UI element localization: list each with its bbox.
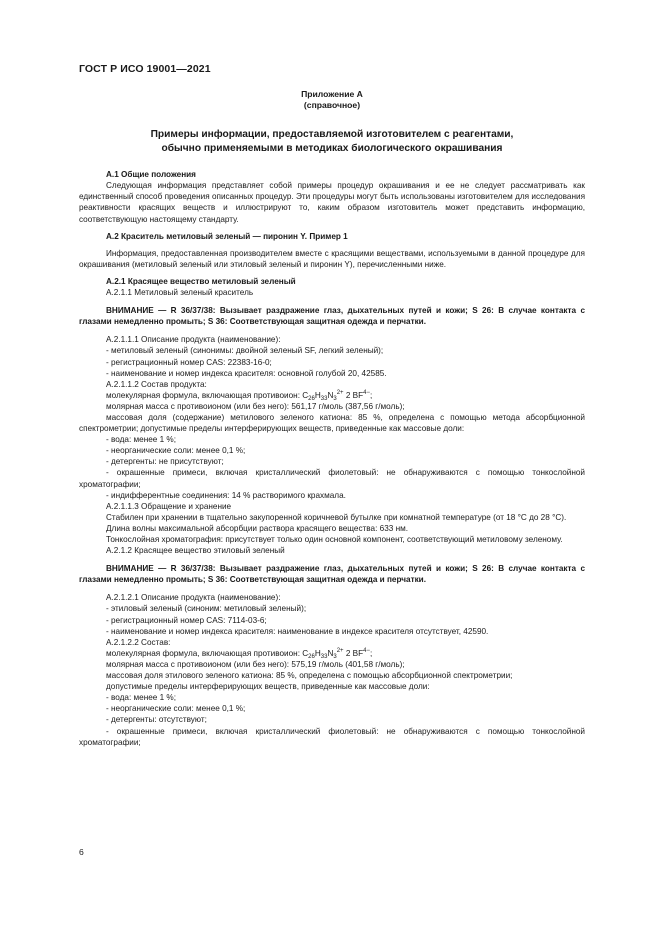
a2111-item-name: - метиловый зеленый (синонимы: двойной зеленый SF, легкий зеленый); [106, 346, 384, 356]
a2112-salts: - неорганические соли: менее 0,1 %; [106, 446, 246, 456]
formula-end: ; [369, 390, 373, 400]
formula-sub: 3 [333, 653, 337, 660]
a2121-item-index: - наименование и номер индекса красителя: наименование в индексе красителя отсутствует, 42590. [106, 626, 489, 636]
a2112-detergents: - детергенты: не присутствуют; [106, 457, 224, 467]
a2112-heading: А.2.1.1.2 Состав продукта: [106, 379, 207, 389]
a2122-salts: - неорганические соли: менее 0,1 %; [106, 704, 246, 714]
formula-sup: 2+ [336, 389, 344, 396]
a2122-heading: А.2.1.2.2 Состав: [106, 637, 171, 647]
formula-sup: 4− [363, 389, 370, 396]
section-a1-heading: А.1 Общие положения [106, 170, 196, 180]
formula-sup: 2+ [336, 647, 344, 654]
section-a2-heading: А.2 Краситель метиловый зеленый — пиронин Y. Пример 1 [106, 231, 348, 241]
annex-heading [79, 128, 585, 155]
formula-prefix: молекулярная формула, включающая противоион: C [106, 390, 309, 400]
a2112-water: - вода: менее 1 %; [106, 435, 176, 445]
formula-end: ; [369, 648, 373, 658]
formula-sub: 26 [308, 653, 315, 660]
a2122-mass: молярная масса с противоионом (или без него): 575,19 г/моль (401,58 г/моль); [106, 659, 405, 669]
annex-heading-line-1: Примеры информации, предоставляемой изготовителем с реагентами, [150, 129, 514, 140]
a2111-item-index: - наименование и номер индекса красителя: основной голубой 20, 42585. [106, 368, 387, 378]
formula-sub: 33 [320, 653, 328, 660]
a2112-impurities: - окрашенные примеси, включая кристаллический фиолетовый: не обнаруживаются с помощью тонкослойной хроматографии; [79, 468, 585, 489]
page-number: 6 [79, 847, 84, 857]
warning-ethyl-green: ВНИМАНИЕ — R 36/37/38: Вызывает раздражение глаз, дыхательных путей и кожи; S 26: В случае контакта с глазами немедленно промыть; S 36: Соответствующая защитная одежда и перчатки. [79, 564, 585, 585]
annex-subtitle: (справочное) [303, 100, 361, 110]
a2113-wavelength: Длина волны максимальной абсорбции раствора красящего вещества: 633 нм. [106, 523, 409, 533]
a2122-limits: допустимые пределы интерферирующих веществ, приведенные как массовые доли: [106, 682, 430, 692]
a2111-heading: А.2.1.1.1 Описание продукта (наименование): [106, 335, 281, 345]
a2112-mass: молярная масса с противоионом (или без него): 561,17 г/моль (387,56 г/моль); [106, 401, 405, 411]
formula-el: H [314, 648, 321, 658]
section-a2-text: Информация, предоставленная производителем вместе с красящими веществами, используемыми в данной процедуре для окрашивания (метиловый зеленый или этиловый зеленый и пиронин Y), перечисленными ниже. [79, 248, 585, 269]
a2121-item-cas: - регистрационный номер CAS: 7114-03-6; [106, 615, 267, 625]
annex-heading-line-2: обычно применяемыми в методиках биологического окрашивания [161, 142, 503, 154]
a2113-storage: Стабилен при хранении в тщательно закупоренной коричневой бутылке при комнатной температуре (от 18 °C до 28 °C). [106, 512, 567, 522]
a2122-water: - вода: менее 1 %; [106, 693, 176, 703]
standard-code: ГОСТ Р ИСО 19001—2021 [79, 63, 211, 75]
section-a1-text: Следующая информация представляет собой примеры процедур окрашивания и ее не следует рассматривать как единственный способ проведения описанных процедур. Эти процедуры могут быть использованы изготовителем для исследования реактивности красящих веществ и иллюстрируют то, каким образом изготовитель может представить информацию, соответствующую настоящему стандарту. [79, 181, 585, 224]
formula-el: N [327, 648, 334, 658]
page-content [79, 89, 585, 748]
a2113-tlc: Тонкослойная хроматография: присутствует только один основной компонент, соответствующий метиловому зеленому. [106, 535, 563, 544]
a2122-formula [79, 648, 585, 659]
a2112-fraction: массовая доля (содержание) метилового зеленого катиона: 85 %, определена с помощью метода абсорбционной спектрометрии; допустимые пределы интерферирующих веществ, приведенные как массовые доли: [79, 412, 585, 434]
a2121-item-name: - этиловый зеленый (синоним: метиловый зеленый); [106, 604, 307, 614]
a2122-impurities: - окрашенные примеси, включая кристаллический фиолетовый: не обнаруживаются с помощью тонкослойной хроматографии; [79, 726, 585, 747]
a2113-heading: А.2.1.1.3 Обращение и хранение [106, 501, 232, 511]
section-a211-heading: А.2.1.1 Метиловый зеленый краситель [106, 288, 254, 298]
formula-el: H [314, 390, 321, 400]
a2112-formula [79, 390, 585, 401]
formula-el: 2 BF [343, 390, 364, 400]
a2122-detergents: - детергенты: отсутствуют; [106, 715, 207, 725]
a2121-heading: А.2.1.2.1 Описание продукта (наименование): [106, 593, 281, 603]
a2112-indifferent: - индифферентные соединения: 14 % растворимого крахмала. [106, 490, 346, 500]
a2122-fraction: массовая доля этилового зеленого катиона: 85 %, определена с помощью абсорбционной спектрометрии; [106, 671, 513, 681]
a2111-item-cas: - регистрационный номер CAS: 22383-16-0; [106, 357, 272, 367]
formula-sub: 33 [320, 395, 328, 402]
formula-el: N [327, 390, 334, 400]
formula-prefix: молекулярная формула, включающая противоион: C [106, 648, 309, 658]
section-a212-heading: А.2.1.2 Красящее вещество этиловый зеленый [106, 546, 285, 556]
annex-title: Приложение А [301, 89, 363, 99]
warning-methyl-green: ВНИМАНИЕ — R 36/37/38: Вызывает раздражение глаз, дыхательных путей и кожи; S 26: В случае контакта с глазами немедленно промыть; S 36: Соответствующая защитная одежда и перчатки. [79, 306, 585, 327]
formula-sub: 26 [308, 395, 315, 402]
formula-el: 2 BF [343, 648, 364, 658]
formula-sup: 4− [363, 647, 370, 654]
section-a21-heading: А.2.1 Красящее вещество метиловый зеленый [106, 276, 296, 286]
formula-sub: 3 [333, 395, 337, 402]
